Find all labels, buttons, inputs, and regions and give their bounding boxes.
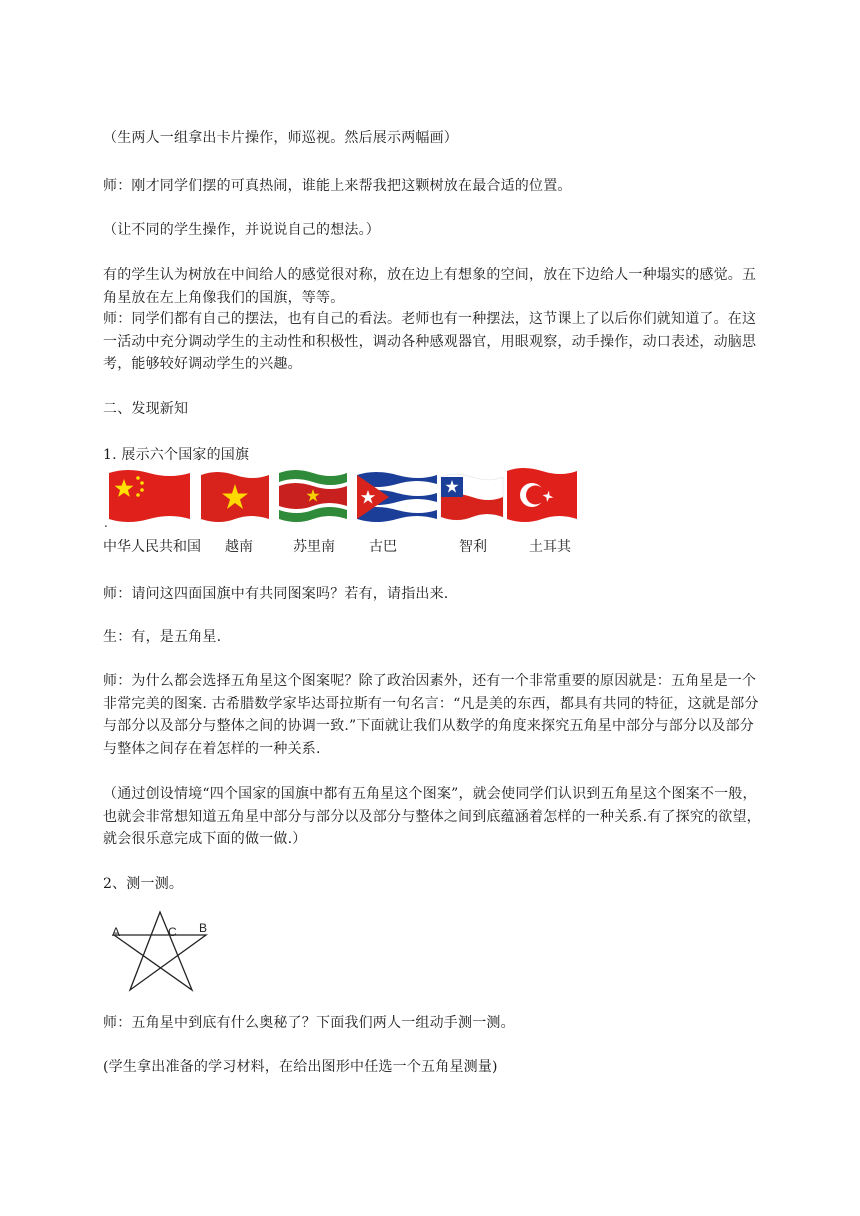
paragraph-pythagoras: 师：为什么都会选择五角星这个图案呢？除了政治因素外，还有一个非常重要的原因就是：五角星是一个非常完美的图案. 古希腊数学家毕达哥拉斯有一句名言：“凡是美的东西，都具有共同的特征，这就是部分与部分以及部分与整体之间的协调一致.”下面就让我们从数学的角度来探究五角星中部分与部分以及部分与整体之间存在着怎样的一种关系. [103, 673, 759, 757]
item-heading-flags: 1. 展示六个国家的国旗 [103, 447, 250, 463]
item-heading-measure: 2、测一测。 [103, 876, 184, 892]
paragraph-teacher-summary: 师：同学们都有自己的摆法，也有自己的看法。老师也有一种摆法，这节课上了以后你们就知道了。在这一活动中充分调动学生的主动性和积极性，调动各种感观器官，用眼观察，动手操作，动口表述，动脑思考，能够较好调动学生的兴趣。 [103, 311, 757, 372]
flag-label-cuba: 古巴 [369, 539, 397, 555]
vertex-label-a: A [112, 925, 121, 939]
paragraph-situation: （通过创设情境“四个国家的国旗中都有五角星这个图案”，就会使同学们认识到五角星这个图案不一般，也就会非常想知道五角星中部分与部分以及部分与整体之间到底蕴涵着怎样的一种关系.有了探究的欲望，就会很乐意完成下面的做一做.） [103, 786, 761, 847]
paragraph-student-operation: （让不同的学生操作，并说说自己的想法。） [103, 222, 380, 238]
section-heading: 二、发现新知 [103, 401, 189, 417]
flag-label-china: 中华人民共和国 [103, 539, 201, 555]
vertex-label-c: C [168, 925, 177, 939]
chile-flag [439, 467, 505, 523]
turkey-flag [505, 467, 579, 523]
flag-label-vietnam: 越南 [225, 539, 253, 555]
student-answer: 生：有，是五角星. [103, 629, 222, 645]
paragraph-activity: （生两人一组拿出卡片操作，师巡视。然后展示两幅画） [103, 130, 458, 146]
paragraph-student-opinions: 有的学生认为树放在中间给人的感觉很对称，放在边上有想象的空间，放在下边给人一种塌实的感觉。五角星放在左上角像我们的国旗，等等。 [103, 267, 757, 306]
paragraph-teacher-tree: 师：刚才同学们摆的可真热闹，谁能上来帮我把这颗树放在最合适的位置。 [103, 178, 572, 194]
stray-dot: . [104, 516, 108, 530]
flag-label-chile: 智利 [459, 539, 487, 555]
paragraph-student-materials: (学生拿出准备的学习材料，在给出图形中任选一个五角星测量) [103, 1059, 498, 1075]
suriname-flag [277, 467, 349, 523]
flag-label-suriname: 苏里南 [293, 539, 335, 555]
vertex-label-b: B [199, 921, 208, 935]
vietnam-flag [199, 467, 271, 523]
flag-label-turkey: 土耳其 [529, 539, 571, 555]
cuba-flag [355, 467, 439, 523]
china-flag [106, 467, 192, 523]
pentagram-figure [110, 908, 220, 994]
teacher-prompt-measure: 师：五角星中到底有什么奥秘了？下面我们两人一组动手测一测。 [103, 1015, 515, 1031]
teacher-question: 师：请问这四面国旗中有共同图案吗？若有，请指出来. [103, 586, 449, 602]
